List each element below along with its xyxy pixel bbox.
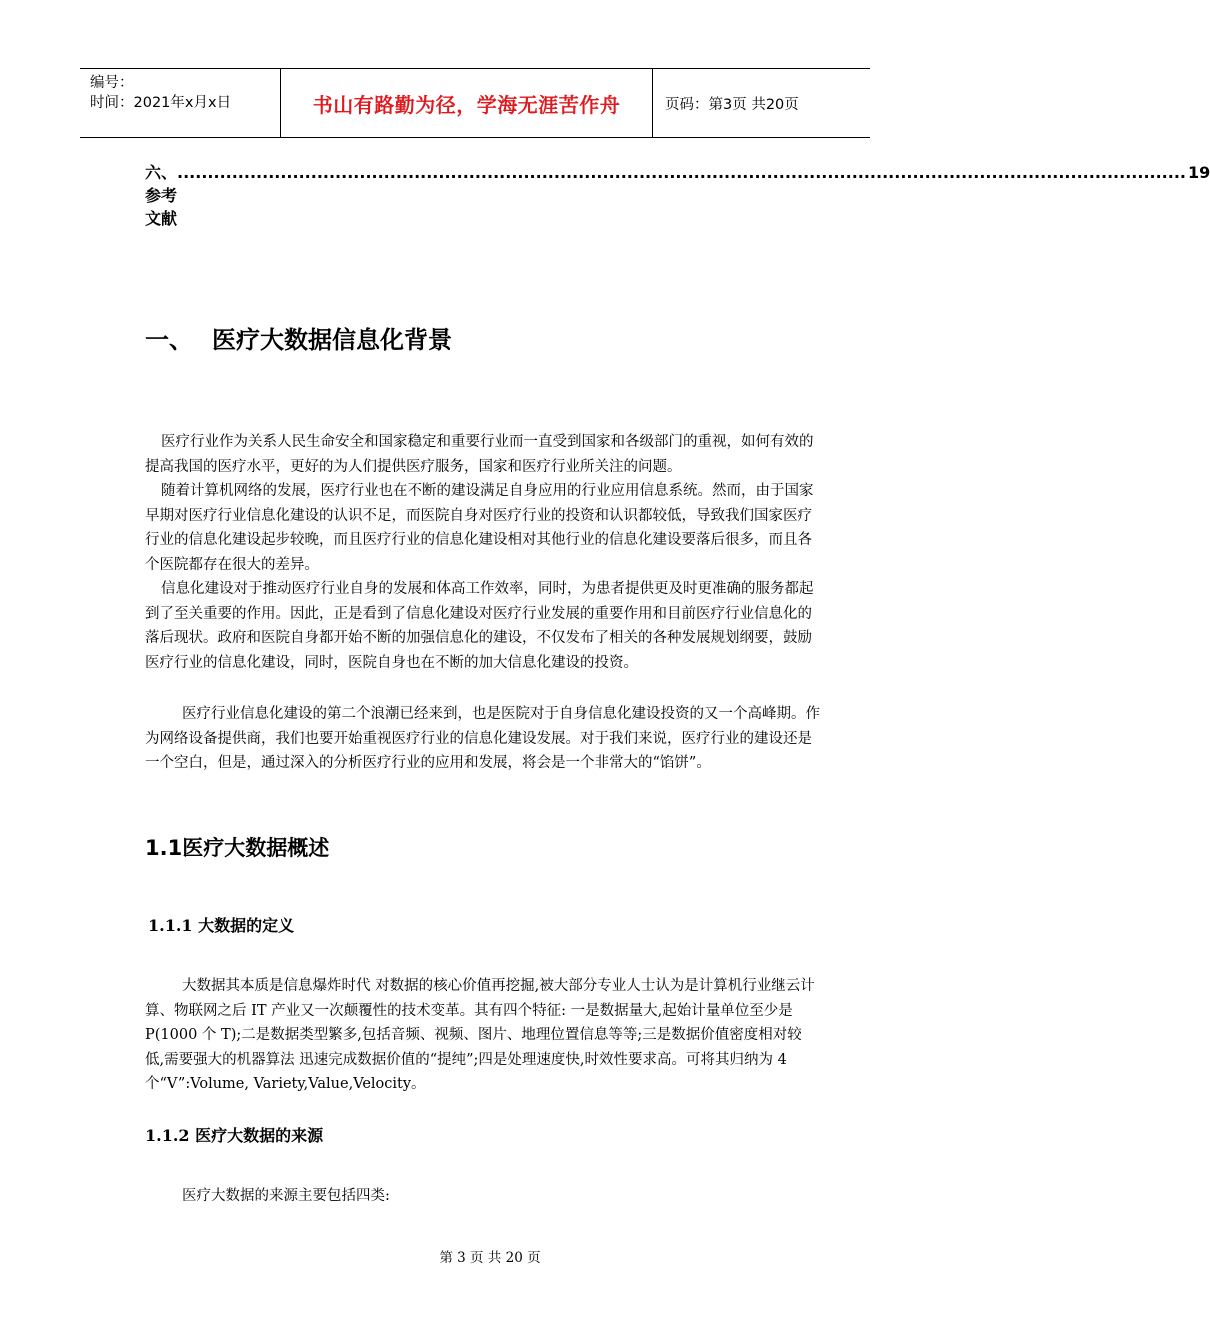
section-title: 医疗大数据信息化背景 [212,326,452,354]
toc-entry-references [145,160,1210,228]
toc-label: 六、参考文献 [145,163,178,228]
time-label: 时间：2021年x月x日 [90,95,232,111]
header-meta-cell [80,69,281,137]
paragraph-1: 医疗行业作为关系人民生命安全和国家稳定和重要行业而一直受到国家和各级部门的重视，如何有效的提高我国的医疗水平，更好的为人们提供医疗服务，国家和医疗行业所关注的问题。 [145,434,814,475]
section-heading-1-1 [145,832,329,862]
paragraph-data-sources: 医疗大数据的来源主要包括四类: [182,1188,390,1204]
section-heading-1-1-1: 1.1.1 大数据的定义 [148,916,295,935]
section-title: 医疗大数据概述 [182,836,330,860]
section-number: 1.1 [145,836,183,860]
toc-page-number: 19 [1187,163,1210,182]
paragraph-2: 随着计算机网络的发展，医疗行业也在不断的建设满足自身应用的行业应用信息系统。然而，由于国家早期对医疗行业信息化建设的认识不足，而医院自身对医疗行业的投资和认识都较低，导致我们国家医疗行业的信息化建设起步较晚，而且医疗行业的信息化建设相对其他行业的信息化建设要落后很多，而且各个医院都存在很大的差异。 [145,483,814,573]
header-motto: 书山有路勤为径，学海无涯苦作舟 [281,69,653,137]
paragraph-3: 信息化建设对于推动医疗行业自身的发展和体高工作效率，同时，为患者提供更及时更准确的服务都起到了至关重要的作用。因此，正是看到了信息化建设对医疗行业发展的重要作用和目前医疗行业信息化的落后现状。政府和医院自身都开始不断的加强信息化的建设，不仅发布了相关的各种发展规划纲要，鼓励医疗行业的信息化建设，同时，医院自身也在不断的加大信息化建设的投资。 [145,581,814,671]
header-table [80,68,870,138]
paragraph-4: 医疗行业信息化建设的第二个浪潮已经来到，也是医院对于自身信息化建设投资的又一个高峰期。作为网络设备提供商，我们也要开始重视医疗行业的信息化建设发展。对于我们来说，医疗行业的建设还是一个空白，但是，通过深入的分析医疗行业的应用和发展，将会是一个非常大的“馅饼”。 [145,706,820,772]
header-page-info: 页码：第3页 共20页 [665,96,799,113]
section-number: 一、 [145,326,193,354]
section-heading-1-1-2: 1.1.2 医疗大数据的来源 [145,1126,324,1145]
section-heading-1 [145,320,452,355]
toc-leader-dots: ...................................................................................................................................................................... [177,163,1186,182]
page-footer: 第 3 页 共 20 页 [439,1250,541,1266]
number-label: 编号： [90,75,134,91]
paragraph-big-data-definition: 大数据其本质是信息爆炸时代 对数据的核心价值再挖掘,被大部分专业人士认为是计算机行业继云计算、物联网之后 IT 产业又一次颠覆性的技术变革。其有四个特征: 一是数据量大,起始计量单位至少是 P(1000 个 T);二是数据类型繁多,包括音频、视频、图片、地理位置信息等等;三是数据价值密度相对较低,需要强大的机器算法 迅速完成数据价值的“提纯”;四是处理速度快,时效性要求高。可将其归纳为 4 个“V”:Volume, Variety,Value,Velocity。 [145,978,815,1093]
